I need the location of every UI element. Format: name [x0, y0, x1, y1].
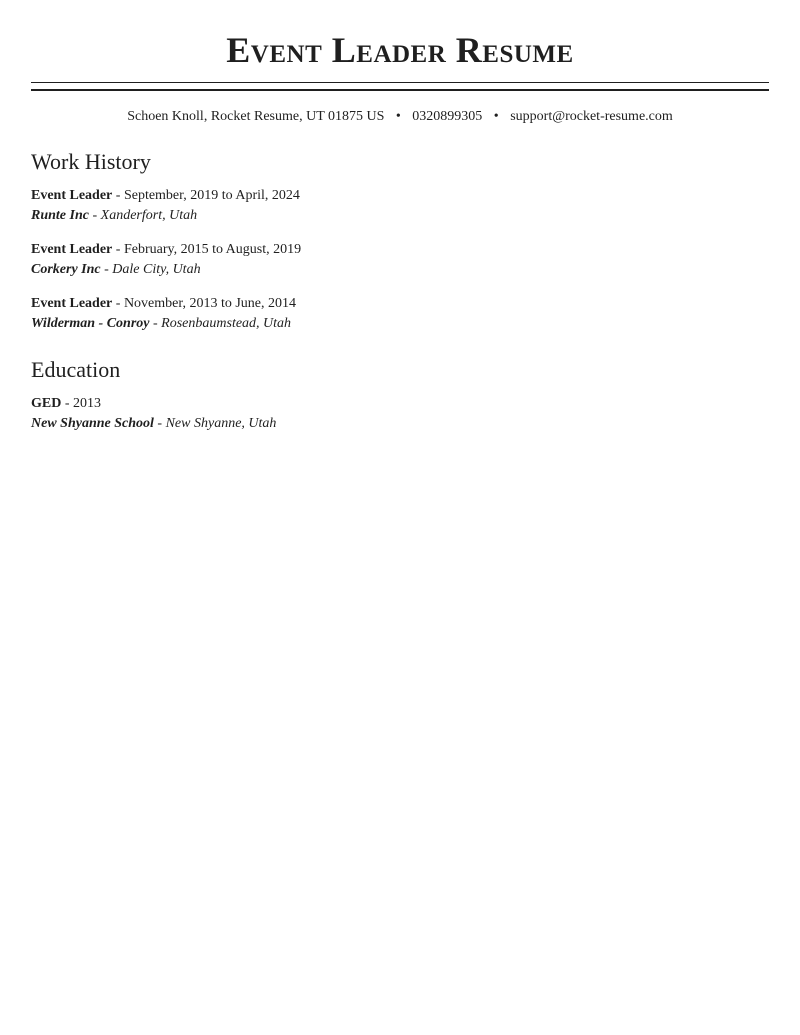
- company-name: Wilderman - Conroy: [31, 316, 150, 331]
- joiner: -: [100, 262, 113, 277]
- school-name: New Shyanne School: [31, 416, 154, 431]
- education-entry-school: [31, 414, 769, 434]
- joiner: -: [153, 416, 166, 431]
- work-entry-line: [31, 294, 769, 314]
- company-location: Xanderfort, Utah: [100, 208, 198, 223]
- work-entry-employer: [31, 314, 769, 334]
- job-dates: September, 2019 to April, 2024: [123, 188, 300, 203]
- work-entry: [31, 294, 769, 334]
- contact-separator: •: [493, 109, 499, 124]
- contact-address: Schoen Knoll, Rocket Resume, UT 01875 US: [127, 109, 385, 124]
- work-history-heading: Work History: [31, 149, 151, 174]
- job-role: Event Leader: [31, 296, 113, 311]
- degree-name: GED: [31, 396, 62, 411]
- company-name: Runte Inc: [31, 208, 89, 223]
- joiner: -: [112, 242, 124, 257]
- company-location: Dale City, Utah: [112, 262, 201, 277]
- education-entry: [31, 394, 769, 434]
- contact-separator: •: [395, 109, 401, 124]
- contact-phone: 0320899305: [412, 109, 483, 124]
- degree-year: 2013: [73, 396, 102, 411]
- work-entry-employer: [31, 206, 769, 226]
- education-entry-line: [31, 394, 769, 414]
- contact-email: support@rocket-resume.com: [510, 109, 673, 124]
- page-title: Event Leader Resume: [226, 30, 574, 70]
- work-entry-employer: [31, 260, 769, 280]
- company-name: Corkery Inc: [31, 262, 101, 277]
- joiner: -: [112, 188, 124, 203]
- company-location: Rosenbaumstead, Utah: [161, 316, 292, 331]
- work-entry: [31, 186, 769, 226]
- education-heading: Education: [31, 357, 121, 382]
- contact-line: [31, 108, 769, 126]
- title-divider: [31, 82, 769, 91]
- joiner: -: [149, 316, 162, 331]
- joiner: -: [61, 396, 74, 411]
- work-entry: [31, 240, 769, 280]
- work-entry-line: [31, 240, 769, 260]
- joiner: -: [112, 296, 124, 311]
- job-dates: November, 2013 to June, 2014: [123, 296, 297, 311]
- job-role: Event Leader: [31, 188, 113, 203]
- job-dates: February, 2015 to August, 2019: [123, 242, 302, 257]
- joiner: -: [88, 208, 101, 223]
- work-entry-line: [31, 186, 769, 206]
- job-role: Event Leader: [31, 242, 113, 257]
- school-location: New Shyanne, Utah: [165, 416, 277, 431]
